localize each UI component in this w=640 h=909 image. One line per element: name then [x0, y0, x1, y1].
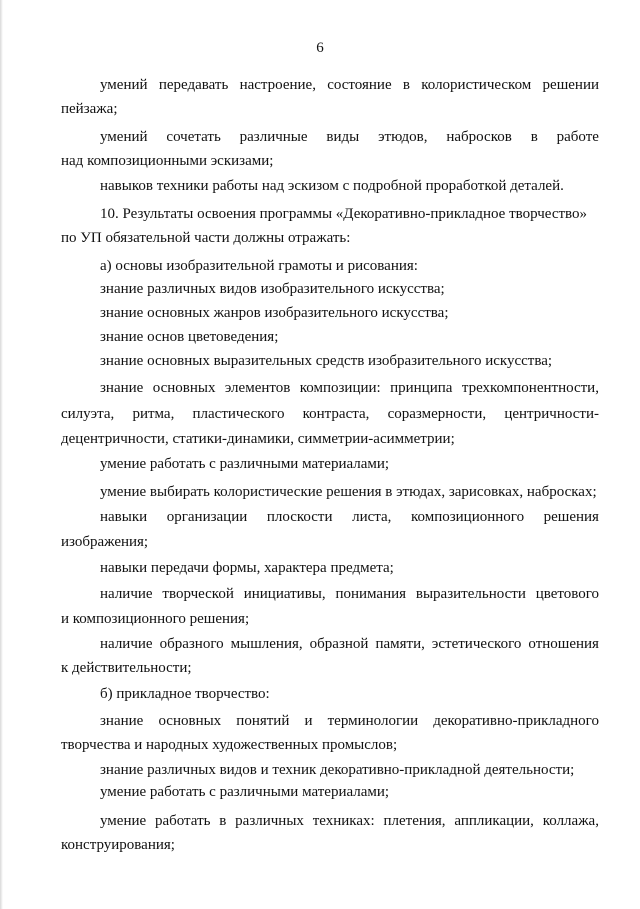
word: понимания	[335, 586, 407, 602]
word: набросков	[446, 129, 512, 145]
word: листа,	[352, 509, 392, 525]
word: виды	[326, 129, 360, 145]
word: образного	[159, 636, 224, 652]
word: элементов	[224, 380, 291, 396]
word: знание	[100, 380, 144, 396]
text-line: навыки передачи формы, характера предмета;	[100, 560, 394, 576]
word: умений	[100, 77, 148, 93]
word: в	[402, 77, 410, 93]
text-line	[100, 634, 599, 654]
word: творческой	[162, 586, 234, 602]
text-line: пейзажа;	[61, 101, 118, 117]
word: решения	[543, 509, 599, 525]
word: работать	[154, 813, 211, 829]
word: ритма,	[132, 406, 175, 422]
text-line: навыков техники работы над эскизом с подробной проработкой деталей.	[100, 178, 564, 194]
word: центричности-	[504, 406, 599, 422]
word: организации	[166, 509, 248, 525]
word: работе	[556, 129, 599, 145]
text-line: творчества и народных художественных промыслов;	[61, 737, 398, 753]
word: состояние	[327, 77, 392, 93]
word: плоскости	[266, 509, 333, 525]
word: понятий	[236, 713, 290, 729]
text-line	[100, 507, 599, 527]
text-line: конструирования;	[61, 837, 175, 853]
word: умение	[100, 813, 147, 829]
text-line: знание основ цветоведения;	[100, 329, 279, 345]
word: инициативы,	[243, 586, 326, 602]
text-line	[100, 378, 599, 398]
word: решении	[542, 77, 599, 93]
word: композиции:	[299, 380, 381, 396]
text-line	[61, 404, 599, 424]
word: настроение,	[239, 77, 316, 93]
text-line: над композиционными эскизами;	[61, 153, 274, 169]
text-line: по УП обязательной части должны отражать:	[61, 230, 351, 246]
text-line: к действительности;	[61, 660, 192, 676]
text-line: умение работать с различными материалами;	[100, 784, 390, 800]
word: передавать	[158, 77, 229, 93]
word: колористическом	[421, 77, 532, 93]
text-line	[100, 711, 599, 731]
word: пластического	[192, 406, 285, 422]
text-line	[100, 584, 599, 604]
word: выразительности	[415, 586, 526, 602]
page-number: 6	[316, 40, 324, 56]
word: основных	[152, 380, 216, 396]
word: наличие	[100, 586, 153, 602]
text-line: умение работать с различными материалами;	[100, 456, 390, 472]
word: контраста,	[302, 406, 370, 422]
text-line: 10. Результаты освоения программы «Декоративно-прикладное творчество»	[100, 206, 588, 222]
word: коллажа,	[542, 813, 599, 829]
word: образной	[309, 636, 369, 652]
word: знание	[100, 713, 144, 729]
text-line	[100, 75, 599, 95]
word: силуэта,	[61, 406, 115, 422]
word: терминологии	[327, 713, 419, 729]
word: композиционного	[410, 509, 525, 525]
word: трехкомпонентности,	[461, 380, 599, 396]
text-line	[100, 127, 599, 147]
word: сочетать	[166, 129, 221, 145]
word: цветового	[535, 586, 599, 602]
word: принципа	[390, 380, 453, 396]
text-line: знание различных видов и техник декоративно-прикладной деятельности;	[100, 762, 575, 778]
text-line: знание различных видов изобразительного искусства;	[100, 281, 445, 297]
word: умений	[100, 129, 148, 145]
word: различных	[235, 813, 304, 829]
word: различные	[239, 129, 308, 145]
word: техниках:	[312, 813, 375, 829]
text-line: умение выбирать колористические решения в этюдах, зарисовках, набросках;	[100, 484, 597, 500]
word: в	[530, 129, 538, 145]
text-line: знание основных выразительных средств изобразительного искусства;	[100, 353, 553, 369]
word: этюдов,	[378, 129, 428, 145]
word: навыки	[100, 509, 148, 525]
text-line: изображения;	[61, 534, 149, 550]
word: отношения	[528, 636, 599, 652]
word: мышления,	[230, 636, 303, 652]
word: в	[219, 813, 227, 829]
word: основных	[158, 713, 222, 729]
text-line: б) прикладное творчество:	[100, 686, 270, 702]
page-edge-shadow	[0, 0, 3, 909]
text-line: а) основы изобразительной грамоты и рисования:	[100, 258, 418, 274]
word: аппликации,	[454, 813, 534, 829]
word: памяти,	[375, 636, 425, 652]
word: наличие	[100, 636, 153, 652]
word: эстетического	[431, 636, 522, 652]
text-line: децентричности, статики-динамики, симметрии-асимметрии;	[61, 431, 455, 447]
word: декоративно-прикладного	[433, 713, 599, 729]
word: и	[304, 713, 313, 729]
text-line: знание основных жанров изобразительного искусства;	[100, 305, 449, 321]
text-line	[100, 811, 599, 831]
word: соразмерности,	[387, 406, 487, 422]
word: плетения,	[383, 813, 446, 829]
text-line: и композиционного решения;	[61, 611, 250, 627]
